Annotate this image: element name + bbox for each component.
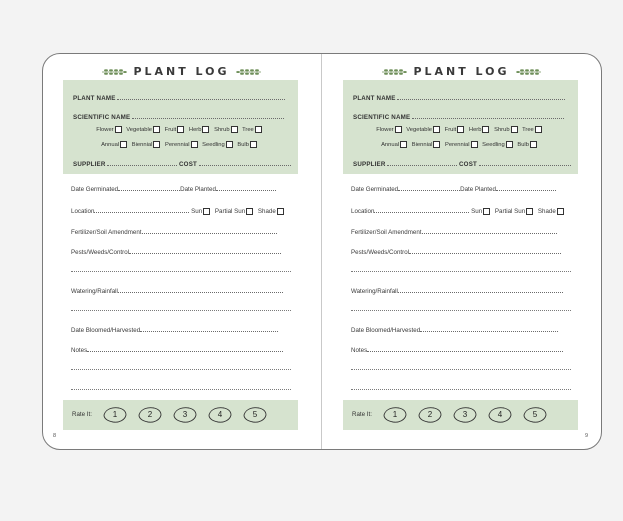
partial-sun-checkbox[interactable]	[526, 208, 533, 215]
writing-line[interactable]	[71, 389, 291, 390]
supplier-cost-row	[73, 161, 291, 168]
sprig-icon	[381, 66, 407, 79]
fertilizer-label: Fertilizer/Soil Amendment	[351, 229, 422, 236]
notes-field[interactable]	[367, 347, 563, 352]
lifecycle-biennial-label: Biennial	[131, 142, 153, 149]
supplier-field[interactable]	[107, 161, 177, 166]
type-herb-checkbox[interactable]	[202, 126, 209, 133]
page-title	[322, 65, 601, 79]
page-title	[42, 65, 321, 79]
lifecycle-seedling-label: Seedling	[482, 142, 505, 149]
supplier-cost-row	[353, 161, 571, 168]
rating-leaf-3[interactable]: 3	[173, 406, 197, 424]
type-vegetable-label: Vegetable	[126, 127, 153, 134]
bloomed-field[interactable]	[140, 327, 278, 332]
lifecycle-annual-checkbox[interactable]	[120, 141, 127, 148]
lifecycle-seedling-checkbox[interactable]	[506, 141, 513, 148]
lifecycle-bulb-checkbox[interactable]	[250, 141, 257, 148]
type-shrub-checkbox[interactable]	[511, 126, 518, 133]
lifecycle-perennial-checkbox[interactable]	[471, 141, 478, 148]
date-germinated-field[interactable]	[118, 186, 180, 191]
plant-name-row	[353, 95, 565, 102]
sprig-icon	[236, 66, 262, 79]
location-row	[351, 208, 567, 215]
shade-checkbox[interactable]	[557, 208, 564, 215]
rating-leaf-2[interactable]: 2	[418, 406, 442, 424]
cost-field[interactable]	[479, 161, 571, 166]
sun-checkbox[interactable]	[483, 208, 490, 215]
lifecycle-annual-label: Annual	[381, 142, 400, 149]
lifecycle-perennial-checkbox[interactable]	[191, 141, 198, 148]
notes-row	[71, 347, 283, 354]
scientific-name-row	[73, 114, 284, 121]
fertilizer-label: Fertilizer/Soil Amendment	[71, 229, 142, 236]
sprig-icon	[101, 66, 127, 79]
bloomed-row	[71, 327, 278, 334]
pests-label: Pests/Weeds/Control	[351, 249, 410, 256]
germinated-planted-row	[351, 186, 556, 193]
writing-line[interactable]	[71, 369, 291, 370]
pests-field[interactable]	[129, 249, 281, 254]
cost-label: COST	[179, 161, 198, 168]
watering-field[interactable]	[118, 288, 283, 293]
lifecycle-seedling-label: Seedling	[202, 142, 225, 149]
partial-sun-checkbox[interactable]	[246, 208, 253, 215]
lifecycle-annual-checkbox[interactable]	[400, 141, 407, 148]
location-label: Location	[351, 208, 375, 216]
type-vegetable-checkbox[interactable]	[433, 126, 440, 133]
date-germinated-field[interactable]	[398, 186, 460, 191]
type-shrub-checkbox[interactable]	[231, 126, 238, 133]
fertilizer-row	[71, 229, 277, 236]
title-text: PLANT LOG	[413, 65, 510, 78]
rating-leaf-4[interactable]: 4	[208, 406, 232, 424]
type-herb-label: Herb	[468, 127, 482, 134]
lifecycle-biennial-checkbox[interactable]	[433, 141, 440, 148]
rate-label: Rate It:	[72, 411, 92, 418]
scientific-name-row	[353, 114, 564, 121]
fertilizer-field[interactable]	[422, 229, 557, 234]
rating-leaf-3[interactable]: 3	[453, 406, 477, 424]
type-herb-label: Herb	[188, 127, 202, 134]
plant-name-field[interactable]	[117, 95, 285, 100]
rating-leaf-1[interactable]: 1	[383, 406, 407, 424]
bloomed-field[interactable]	[420, 327, 558, 332]
shade-label: Shade	[537, 208, 556, 216]
germinated-planted-row	[71, 186, 276, 193]
supplier-field[interactable]	[387, 161, 457, 166]
partial-sun-label: Partial Sun	[494, 208, 526, 216]
type-fruit-checkbox[interactable]	[457, 126, 464, 133]
watering-label: Watering/Rainfall	[351, 288, 398, 295]
lifecycle-seedling-checkbox[interactable]	[226, 141, 233, 148]
sun-label: Sun	[191, 208, 203, 216]
plant-info-panel	[63, 80, 298, 174]
pests-label: Pests/Weeds/Control	[71, 249, 130, 256]
right-page	[322, 53, 601, 450]
writing-line[interactable]	[71, 271, 291, 272]
shade-checkbox[interactable]	[277, 208, 284, 215]
lifecycle-bulb-checkbox[interactable]	[530, 141, 537, 148]
rating-leaf-1[interactable]: 1	[103, 406, 127, 424]
cost-field[interactable]	[199, 161, 291, 166]
scientific-name-field[interactable]	[412, 114, 564, 119]
pests-row	[71, 249, 281, 256]
bloomed-label: Date Bloomed/Harvested	[71, 327, 141, 334]
date-planted-field[interactable]	[216, 186, 276, 191]
writing-line[interactable]	[351, 369, 571, 370]
page-number: 8	[53, 433, 57, 439]
notes-label: Notes	[351, 347, 368, 354]
scientific-name-label: SCIENTIFIC NAME	[353, 114, 411, 121]
pests-field[interactable]	[409, 249, 561, 254]
watering-field[interactable]	[398, 288, 563, 293]
bloomed-label: Date Bloomed/Harvested	[351, 327, 421, 334]
supplier-label: SUPPLIER	[353, 161, 386, 168]
rating-panel	[343, 400, 578, 430]
plant-info-panel	[343, 80, 578, 174]
notes-row	[351, 347, 563, 354]
writing-line[interactable]	[351, 271, 571, 272]
shade-label: Shade	[257, 208, 276, 216]
lifecycle-biennial-checkbox[interactable]	[153, 141, 160, 148]
lifecycle-bulb-label: Bulb	[517, 142, 529, 149]
rating-leaf-5[interactable]: 5	[243, 406, 267, 424]
date-germinated-label: Date Germinated	[71, 186, 119, 193]
writing-line[interactable]	[351, 310, 571, 311]
type-fruit-checkbox[interactable]	[177, 126, 184, 133]
lifecycle-perennial-label: Perennial	[165, 142, 190, 149]
lifecycle-annual-label: Annual	[101, 142, 120, 149]
left-page	[42, 53, 321, 450]
type-fruit-label: Fruit	[164, 127, 177, 134]
type-shrub-label: Shrub	[214, 127, 230, 134]
fertilizer-field[interactable]	[142, 229, 277, 234]
plant-name-label: PLANT NAME	[73, 95, 116, 102]
plant-name-label: PLANT NAME	[353, 95, 396, 102]
type-tree-checkbox[interactable]	[255, 126, 262, 133]
plant-name-row	[73, 95, 285, 102]
notes-label: Notes	[71, 347, 88, 354]
plant-type-options	[343, 126, 578, 133]
lifecycle-biennial-label: Biennial	[411, 142, 433, 149]
sprig-icon	[516, 66, 542, 79]
pests-row	[351, 249, 561, 256]
watering-row	[71, 288, 283, 295]
type-tree-checkbox[interactable]	[535, 126, 542, 133]
type-vegetable-checkbox[interactable]	[153, 126, 160, 133]
location-row	[71, 208, 287, 215]
type-flower-checkbox[interactable]	[115, 126, 122, 133]
plant-name-field[interactable]	[397, 95, 565, 100]
rating-leaf-4[interactable]: 4	[488, 406, 512, 424]
page-number: 9	[585, 433, 589, 439]
lifecycle-options	[343, 141, 578, 148]
writing-line[interactable]	[71, 310, 291, 311]
title-text: PLANT LOG	[133, 65, 230, 78]
type-vegetable-label: Vegetable	[406, 127, 433, 134]
rating-panel	[63, 400, 298, 430]
type-flower-label: Flower	[376, 127, 394, 134]
bloomed-row	[351, 327, 558, 334]
lifecycle-bulb-label: Bulb	[237, 142, 249, 149]
sun-label: Sun	[471, 208, 483, 216]
type-herb-checkbox[interactable]	[482, 126, 489, 133]
rate-label: Rate It:	[352, 411, 372, 418]
scientific-name-field[interactable]	[132, 114, 284, 119]
watering-row	[351, 288, 563, 295]
rating-leaf-5[interactable]: 5	[523, 406, 547, 424]
partial-sun-label: Partial Sun	[214, 208, 246, 216]
cost-label: COST	[459, 161, 478, 168]
location-label: Location	[71, 208, 95, 216]
writing-line[interactable]	[351, 389, 571, 390]
location-field[interactable]	[94, 208, 189, 213]
lifecycle-options	[63, 141, 298, 148]
location-field[interactable]	[374, 208, 469, 213]
sun-checkbox[interactable]	[203, 208, 210, 215]
notes-field[interactable]	[87, 347, 283, 352]
scientific-name-label: SCIENTIFIC NAME	[73, 114, 131, 121]
rating-leaf-2[interactable]: 2	[138, 406, 162, 424]
plant-type-options	[63, 126, 298, 133]
lifecycle-perennial-label: Perennial	[445, 142, 470, 149]
type-tree-label: Tree	[242, 127, 254, 134]
type-tree-label: Tree	[522, 127, 534, 134]
supplier-label: SUPPLIER	[73, 161, 106, 168]
date-germinated-label: Date Germinated	[351, 186, 399, 193]
type-flower-checkbox[interactable]	[395, 126, 402, 133]
fertilizer-row	[351, 229, 557, 236]
watering-label: Watering/Rainfall	[71, 288, 118, 295]
type-fruit-label: Fruit	[444, 127, 457, 134]
date-planted-label: Date Planted	[180, 186, 216, 193]
date-planted-label: Date Planted	[460, 186, 496, 193]
type-shrub-label: Shrub	[494, 127, 510, 134]
date-planted-field[interactable]	[496, 186, 556, 191]
type-flower-label: Flower	[96, 127, 114, 134]
